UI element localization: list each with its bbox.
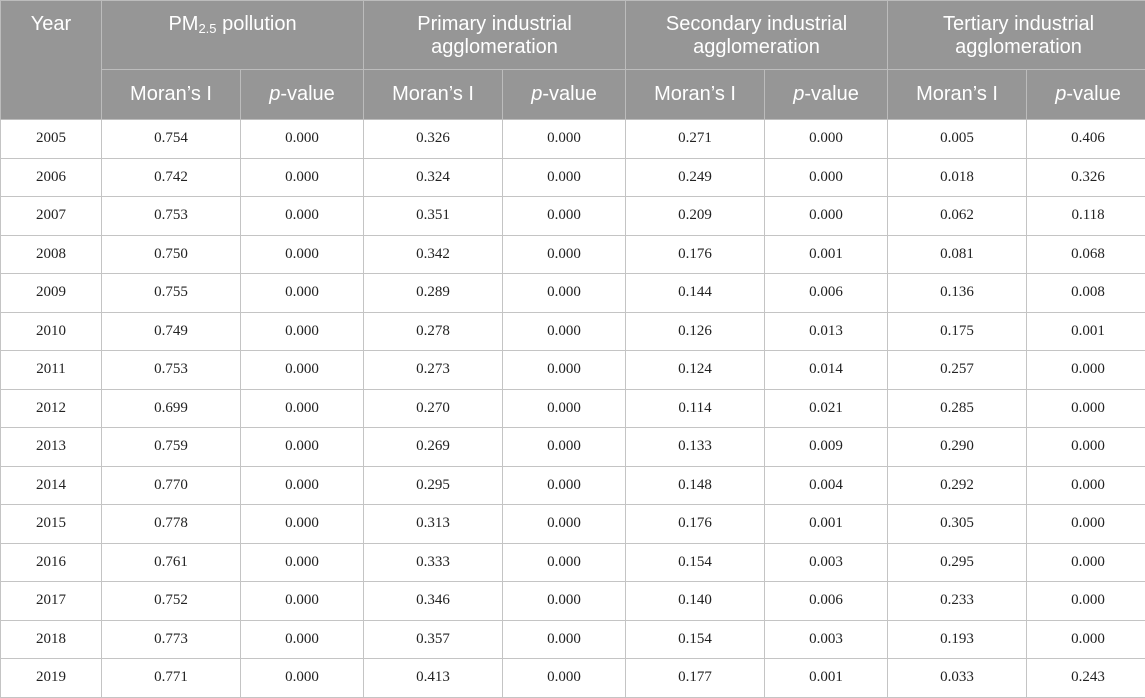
year-cell: 2010 — [1, 312, 102, 351]
primary-moran-cell: 0.333 — [364, 543, 503, 582]
pm25-moran-cell: 0.755 — [102, 274, 241, 313]
table-row — [1, 505, 1145, 544]
primary-p-cell: 0.000 — [503, 312, 626, 351]
pm25-moran-cell: 0.778 — [102, 505, 241, 544]
table-row — [1, 312, 1145, 351]
tertiary-p-cell: 0.068 — [1027, 235, 1145, 274]
primary-p-cell: 0.000 — [503, 389, 626, 428]
tertiary-moran-cell: 0.018 — [888, 158, 1027, 197]
pm25-moran-cell: 0.752 — [102, 582, 241, 621]
moran-header: Moran’s I — [102, 70, 241, 120]
pm25-p-cell: 0.000 — [241, 659, 364, 698]
tertiary-p-cell: 0.000 — [1027, 389, 1145, 428]
primary-moran-cell: 0.413 — [364, 659, 503, 698]
primary-p-cell: 0.000 — [503, 351, 626, 390]
secondary-moran-cell: 0.177 — [626, 659, 765, 698]
pm25-p-cell: 0.000 — [241, 197, 364, 236]
primary-moran-cell: 0.269 — [364, 428, 503, 467]
secondary-moran-cell: 0.154 — [626, 620, 765, 659]
secondary-p-cell: 0.001 — [765, 235, 888, 274]
year-cell: 2008 — [1, 235, 102, 274]
primary-moran-cell: 0.326 — [364, 120, 503, 159]
pm25-p-cell: 0.000 — [241, 312, 364, 351]
secondary-p-cell: 0.006 — [765, 582, 888, 621]
tertiary-p-cell: 0.406 — [1027, 120, 1145, 159]
primary-moran-cell: 0.273 — [364, 351, 503, 390]
tertiary-p-cell: 0.001 — [1027, 312, 1145, 351]
tertiary-moran-cell: 0.005 — [888, 120, 1027, 159]
table-row — [1, 466, 1145, 505]
primary-p-cell: 0.000 — [503, 543, 626, 582]
p-value-header — [241, 70, 364, 120]
moran-header: Moran’s I — [626, 70, 765, 120]
table-row — [1, 659, 1145, 698]
tertiary-p-cell: 0.000 — [1027, 505, 1145, 544]
secondary-moran-cell: 0.176 — [626, 235, 765, 274]
secondary-moran-cell: 0.176 — [626, 505, 765, 544]
year-cell: 2009 — [1, 274, 102, 313]
p-value-header-p: p — [793, 83, 804, 105]
tertiary-p-cell: 0.008 — [1027, 274, 1145, 313]
pm25-p-cell: 0.000 — [241, 120, 364, 159]
table-row — [1, 158, 1145, 197]
tertiary-moran-cell: 0.062 — [888, 197, 1027, 236]
primary-p-cell: 0.000 — [503, 620, 626, 659]
tertiary-moran-cell: 0.305 — [888, 505, 1027, 544]
tertiary-p-cell: 0.000 — [1027, 543, 1145, 582]
tertiary-moran-cell: 0.290 — [888, 428, 1027, 467]
secondary-p-cell: 0.014 — [765, 351, 888, 390]
tertiary-moran-cell: 0.033 — [888, 659, 1027, 698]
secondary-moran-cell: 0.148 — [626, 466, 765, 505]
year-cell: 2019 — [1, 659, 102, 698]
secondary-moran-cell: 0.249 — [626, 158, 765, 197]
primary-p-cell: 0.000 — [503, 235, 626, 274]
year-header: Year — [1, 1, 102, 120]
secondary-moran-cell: 0.154 — [626, 543, 765, 582]
pm25-moran-cell: 0.742 — [102, 158, 241, 197]
tertiary-p-cell: 0.000 — [1027, 466, 1145, 505]
secondary-p-cell: 0.009 — [765, 428, 888, 467]
pm25-moran-cell: 0.754 — [102, 120, 241, 159]
primary-moran-cell: 0.270 — [364, 389, 503, 428]
tertiary-p-cell: 0.326 — [1027, 158, 1145, 197]
pm25-p-cell: 0.000 — [241, 351, 364, 390]
secondary-moran-cell: 0.144 — [626, 274, 765, 313]
pm25-p-cell: 0.000 — [241, 505, 364, 544]
group-header-pm25 — [102, 1, 364, 70]
year-cell: 2012 — [1, 389, 102, 428]
p-value-header-rest: -value — [1066, 83, 1120, 105]
tertiary-moran-cell: 0.257 — [888, 351, 1027, 390]
year-cell: 2014 — [1, 466, 102, 505]
tertiary-p-cell: 0.118 — [1027, 197, 1145, 236]
moran-header: Moran’s I — [364, 70, 503, 120]
pm25-p-cell: 0.000 — [241, 389, 364, 428]
primary-p-cell: 0.000 — [503, 158, 626, 197]
pm25-moran-cell: 0.750 — [102, 235, 241, 274]
secondary-p-cell: 0.021 — [765, 389, 888, 428]
table-row — [1, 351, 1145, 390]
group-header-pm25-prefix: PM — [168, 13, 198, 35]
table-body — [1, 120, 1145, 698]
table-row — [1, 120, 1145, 159]
secondary-moran-cell: 0.114 — [626, 389, 765, 428]
table-row — [1, 543, 1145, 582]
pm25-p-cell: 0.000 — [241, 543, 364, 582]
year-cell: 2005 — [1, 120, 102, 159]
table-row — [1, 235, 1145, 274]
p-value-header — [765, 70, 888, 120]
pm25-moran-cell: 0.759 — [102, 428, 241, 467]
tertiary-moran-cell: 0.193 — [888, 620, 1027, 659]
primary-p-cell: 0.000 — [503, 120, 626, 159]
primary-p-cell: 0.000 — [503, 466, 626, 505]
p-value-header-rest: -value — [804, 83, 858, 105]
tertiary-moran-cell: 0.081 — [888, 235, 1027, 274]
secondary-p-cell: 0.006 — [765, 274, 888, 313]
year-cell: 2007 — [1, 197, 102, 236]
group-header-pm25-subscript: 2.5 — [198, 21, 216, 36]
secondary-p-cell: 0.001 — [765, 505, 888, 544]
pm25-moran-cell: 0.771 — [102, 659, 241, 698]
secondary-moran-cell: 0.133 — [626, 428, 765, 467]
pm25-p-cell: 0.000 — [241, 158, 364, 197]
pm25-moran-cell: 0.753 — [102, 351, 241, 390]
group-header-pm25-suffix: pollution — [217, 13, 297, 35]
tertiary-moran-cell: 0.136 — [888, 274, 1027, 313]
pm25-p-cell: 0.000 — [241, 274, 364, 313]
secondary-moran-cell: 0.124 — [626, 351, 765, 390]
tertiary-moran-cell: 0.295 — [888, 543, 1027, 582]
pm25-moran-cell: 0.749 — [102, 312, 241, 351]
table-row — [1, 582, 1145, 621]
secondary-p-cell: 0.003 — [765, 543, 888, 582]
tertiary-moran-cell: 0.292 — [888, 466, 1027, 505]
group-header-primary: Primary industrial agglomeration — [364, 1, 626, 70]
p-value-header — [1027, 70, 1145, 120]
year-cell: 2015 — [1, 505, 102, 544]
pm25-p-cell: 0.000 — [241, 466, 364, 505]
table-row — [1, 274, 1145, 313]
primary-moran-cell: 0.313 — [364, 505, 503, 544]
tertiary-moran-cell: 0.175 — [888, 312, 1027, 351]
primary-p-cell: 0.000 — [503, 197, 626, 236]
primary-moran-cell: 0.289 — [364, 274, 503, 313]
table-row — [1, 389, 1145, 428]
p-value-header — [503, 70, 626, 120]
year-cell: 2017 — [1, 582, 102, 621]
pm25-p-cell: 0.000 — [241, 428, 364, 467]
year-cell: 2006 — [1, 158, 102, 197]
secondary-moran-cell: 0.140 — [626, 582, 765, 621]
tertiary-p-cell: 0.000 — [1027, 428, 1145, 467]
primary-moran-cell: 0.295 — [364, 466, 503, 505]
pm25-p-cell: 0.000 — [241, 235, 364, 274]
secondary-p-cell: 0.003 — [765, 620, 888, 659]
group-header-secondary: Secondary industrial agglomeration — [626, 1, 888, 70]
primary-p-cell: 0.000 — [503, 582, 626, 621]
pm25-moran-cell: 0.761 — [102, 543, 241, 582]
primary-moran-cell: 0.346 — [364, 582, 503, 621]
pm25-moran-cell: 0.770 — [102, 466, 241, 505]
pm25-p-cell: 0.000 — [241, 620, 364, 659]
year-cell: 2016 — [1, 543, 102, 582]
p-value-header-p: p — [1055, 83, 1066, 105]
primary-p-cell: 0.000 — [503, 274, 626, 313]
tertiary-p-cell: 0.000 — [1027, 351, 1145, 390]
secondary-moran-cell: 0.271 — [626, 120, 765, 159]
secondary-p-cell: 0.004 — [765, 466, 888, 505]
table-header — [1, 1, 1145, 120]
p-value-header-rest: -value — [542, 83, 596, 105]
secondary-p-cell: 0.013 — [765, 312, 888, 351]
tertiary-p-cell: 0.243 — [1027, 659, 1145, 698]
primary-p-cell: 0.000 — [503, 428, 626, 467]
secondary-p-cell: 0.001 — [765, 659, 888, 698]
p-value-header-p: p — [531, 83, 542, 105]
primary-moran-cell: 0.351 — [364, 197, 503, 236]
group-header-tertiary: Tertiary industrial agglomeration — [888, 1, 1145, 70]
pm25-p-cell: 0.000 — [241, 582, 364, 621]
pm25-moran-cell: 0.773 — [102, 620, 241, 659]
primary-p-cell: 0.000 — [503, 505, 626, 544]
primary-moran-cell: 0.357 — [364, 620, 503, 659]
p-value-header-rest: -value — [280, 83, 334, 105]
moran-header: Moran’s I — [888, 70, 1027, 120]
secondary-moran-cell: 0.209 — [626, 197, 765, 236]
year-cell: 2018 — [1, 620, 102, 659]
tertiary-p-cell: 0.000 — [1027, 582, 1145, 621]
secondary-p-cell: 0.000 — [765, 197, 888, 236]
table-row — [1, 620, 1145, 659]
secondary-moran-cell: 0.126 — [626, 312, 765, 351]
tertiary-moran-cell: 0.233 — [888, 582, 1027, 621]
pm25-moran-cell: 0.753 — [102, 197, 241, 236]
primary-p-cell: 0.000 — [503, 659, 626, 698]
p-value-header-p: p — [269, 83, 280, 105]
secondary-p-cell: 0.000 — [765, 158, 888, 197]
table-row — [1, 428, 1145, 467]
pm25-moran-cell: 0.699 — [102, 389, 241, 428]
primary-moran-cell: 0.324 — [364, 158, 503, 197]
tertiary-p-cell: 0.000 — [1027, 620, 1145, 659]
secondary-p-cell: 0.000 — [765, 120, 888, 159]
tertiary-moran-cell: 0.285 — [888, 389, 1027, 428]
year-cell: 2011 — [1, 351, 102, 390]
table-row — [1, 197, 1145, 236]
year-cell: 2013 — [1, 428, 102, 467]
primary-moran-cell: 0.278 — [364, 312, 503, 351]
primary-moran-cell: 0.342 — [364, 235, 503, 274]
